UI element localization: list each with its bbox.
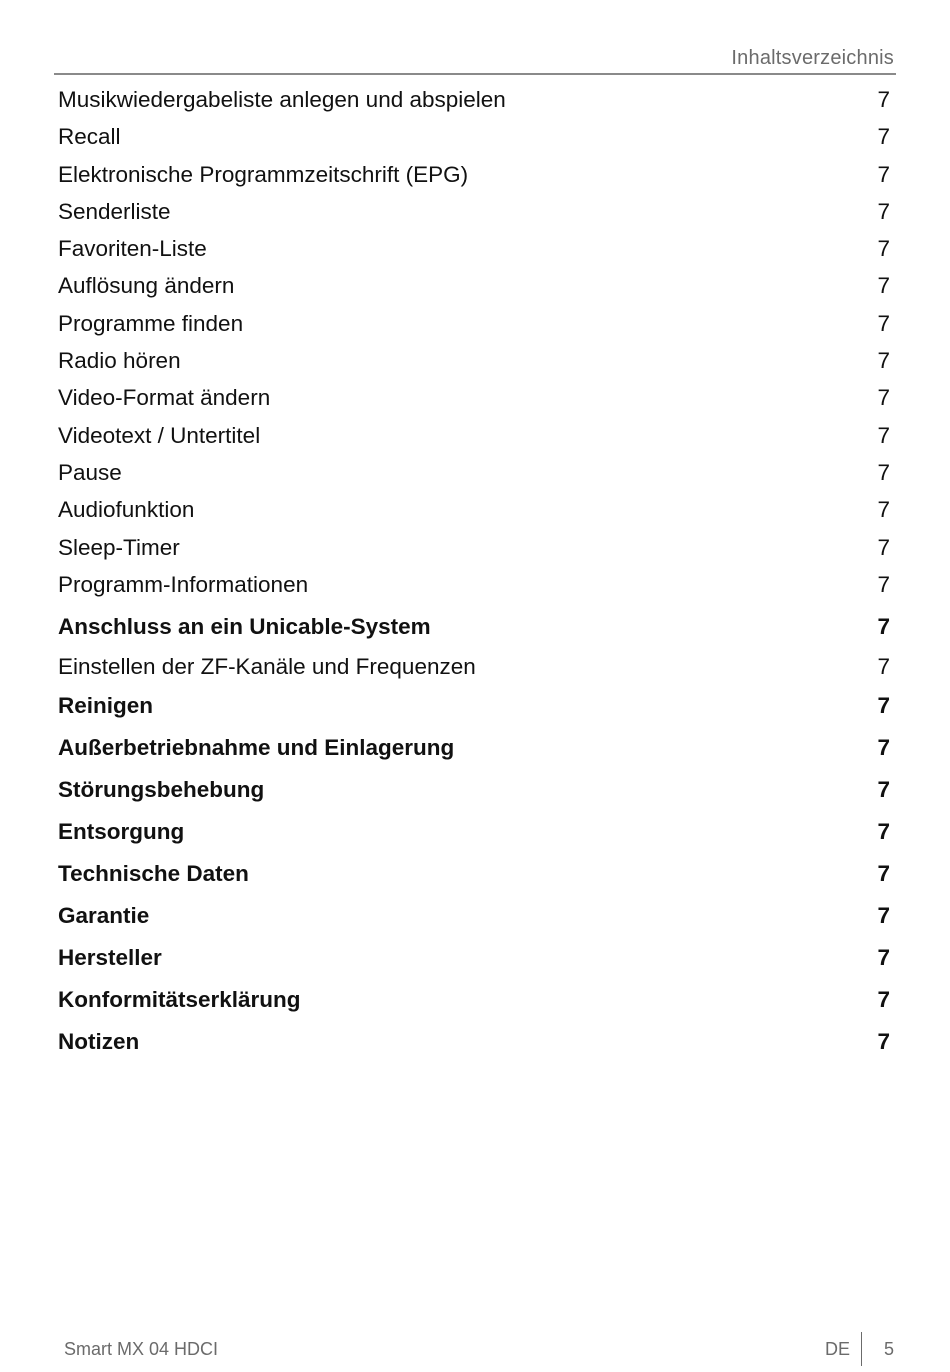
toc-entry-page: 7 [877,777,890,803]
toc-entry[interactable] [58,566,890,603]
toc-entry-page: 7 [877,422,890,448]
toc-entry-page: 7 [877,497,890,523]
toc-entry-title: Auflösung ändern [58,273,235,299]
toc-entry-page: 7 [877,945,890,971]
toc-entry-page: 7 [877,571,890,597]
toc-entry[interactable] [58,342,890,379]
toc-entry[interactable] [58,230,890,267]
toc-entry-page: 7 [877,87,890,112]
toc-entry-title: Anschluss an ein Unicable-System [58,614,431,640]
header-divider [54,73,896,75]
toc-entry[interactable] [58,937,890,979]
toc-entry-page: 7 [877,614,890,640]
toc-entry-page: 7 [877,459,890,485]
toc-entry[interactable] [58,156,890,193]
toc-entry-title: Hersteller [58,945,162,971]
toc-entry-title: Senderliste [58,198,171,224]
toc-entry[interactable] [58,895,890,937]
toc-entry[interactable] [58,1021,890,1063]
page-header-title: Inhaltsverzeichnis [731,47,894,69]
toc-entry-title: Programme finden [58,310,244,336]
toc-entry[interactable] [58,81,890,118]
toc-entry[interactable] [58,267,890,304]
toc-entry-title: Recall [58,124,121,150]
toc-entry[interactable] [58,685,890,727]
toc-entry[interactable] [58,118,890,155]
toc-entry-page: 7 [877,861,890,887]
toc-entry[interactable] [58,979,890,1021]
toc-entry[interactable] [58,606,890,648]
footer-language: DE [824,1339,850,1359]
toc-entry-title: Videotext / Untertitel [58,422,261,448]
toc-entry-title: Garantie [58,903,150,929]
footer-page-number: 5 [883,1339,894,1359]
toc-entry-page: 7 [877,161,890,187]
toc-entry-page: 7 [877,903,890,929]
footer-product-name: Smart MX 04 HDCI [64,1339,219,1359]
table-of-contents [58,81,890,1063]
toc-entry-page: 7 [877,124,890,150]
toc-entry-page: 7 [877,735,890,761]
footer-divider [861,1332,862,1366]
toc-entry[interactable] [58,305,890,342]
toc-entry-page: 7 [877,198,890,224]
toc-entry-title: Favoriten-Liste [58,236,207,262]
toc-entry[interactable] [58,454,890,491]
toc-entry[interactable] [58,491,890,528]
toc-entry[interactable] [58,727,890,769]
toc-entry-title: Störungsbehebung [58,777,265,803]
toc-entry-title: Außerbetriebnahme und Einlagerung [58,735,455,761]
toc-entry-page: 7 [877,534,890,560]
toc-entry[interactable] [58,648,890,685]
toc-entry-page: 7 [877,819,890,845]
toc-entry-title: Reinigen [58,693,154,719]
toc-entry-page: 7 [877,1029,890,1055]
toc-entry[interactable] [58,193,890,230]
toc-entry[interactable] [58,769,890,811]
toc-entry-title: Musikwiedergabeliste anlegen und abspielen [58,87,506,112]
toc-entry[interactable] [58,417,890,454]
toc-entry-title: Programm-Informationen [58,571,309,597]
toc-entry-page: 7 [877,273,890,299]
toc-entry[interactable] [58,853,890,895]
toc-entry[interactable] [58,379,890,416]
toc-entry-title: Radio hören [58,348,181,374]
toc-entry-page: 7 [877,385,890,411]
toc-entry-title: Sleep-Timer [58,534,180,560]
toc-entry-page: 7 [877,236,890,262]
toc-entry-title: Elektronische Programmzeitschrift (EPG) [58,161,469,187]
toc-entry-title: Konformitätserklärung [58,987,301,1013]
toc-entry-title: Pause [58,459,122,485]
toc-entry-title: Einstellen der ZF-Kanäle und Frequenzen [58,654,476,680]
toc-entry-title: Video-Format ändern [58,385,271,411]
toc-entry[interactable] [58,811,890,853]
toc-entry[interactable] [58,529,890,566]
toc-entry-page: 7 [877,654,890,680]
toc-entry-title: Technische Daten [58,861,249,887]
toc-entry-title: Entsorgung [58,819,185,845]
toc-entry-page: 7 [877,348,890,374]
toc-entry-title: Audiofunktion [58,497,195,523]
toc-entry-page: 7 [877,693,890,719]
toc-entry-page: 7 [877,987,890,1013]
toc-entry-title: Notizen [58,1029,140,1055]
toc-entry-page: 7 [877,310,890,336]
